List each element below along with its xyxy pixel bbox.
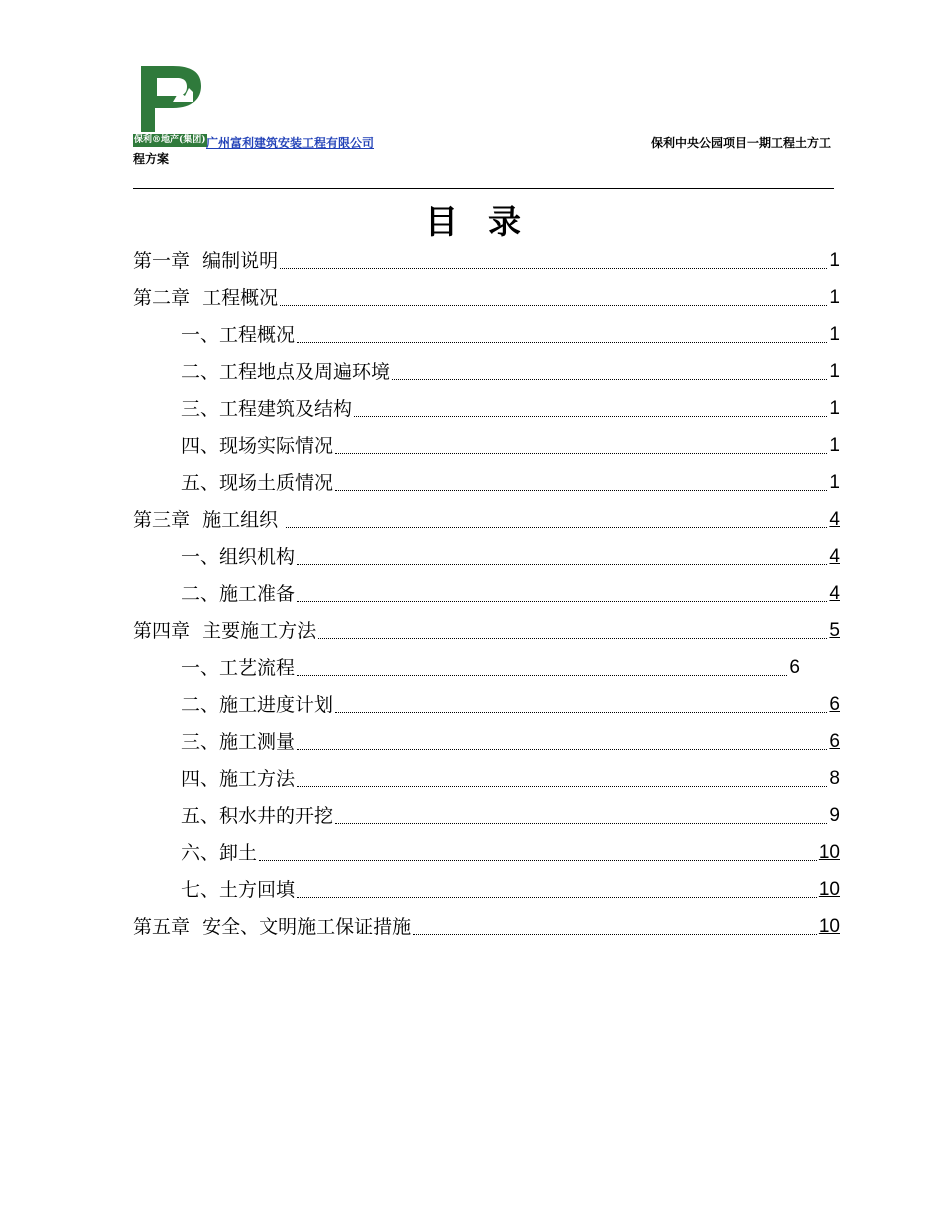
toc-entry-page: 1 <box>829 287 840 308</box>
toc-entry[interactable] <box>133 422 840 459</box>
toc-entry-page: 1 <box>829 398 840 419</box>
toc-dot-leader <box>335 712 827 713</box>
toc-entry[interactable] <box>133 348 840 385</box>
toc-entry-label: 第三章 施工组织 <box>133 509 285 531</box>
toc-entry-page: 6 <box>789 657 800 678</box>
toc-dot-leader <box>280 305 827 306</box>
toc-entry-page: 1 <box>829 250 840 271</box>
toc-entry-page: 1 <box>829 361 840 382</box>
toc-entry-page: 1 <box>829 435 840 456</box>
toc-entry[interactable] <box>133 866 840 903</box>
toc-dot-leader <box>318 638 827 639</box>
toc-dot-leader <box>392 379 827 380</box>
toc-dot-leader <box>335 490 827 491</box>
toc-dot-leader <box>297 897 817 898</box>
toc-entry[interactable] <box>133 496 840 533</box>
project-title-line1: 保利中央公园项目一期工程土方工 <box>650 136 831 150</box>
toc-entry-page: 4 <box>829 509 840 530</box>
toc-entry-label: 一、工艺流程 <box>181 657 296 679</box>
toc-entry-page: 5 <box>829 620 840 641</box>
toc-entry-label: 第四章 主要施工方法 <box>133 620 317 642</box>
toc-entry[interactable] <box>133 274 840 311</box>
toc-dot-leader <box>286 527 827 528</box>
toc-title: 目录 <box>425 202 551 241</box>
toc-entry-page: 4 <box>829 546 840 567</box>
header-divider <box>133 188 834 189</box>
toc-entry-page: 10 <box>818 842 840 863</box>
toc-dot-leader <box>354 416 827 417</box>
toc-entry[interactable] <box>133 792 840 829</box>
company-link[interactable]: 广州富利建筑安装工程有限公司 <box>206 136 375 150</box>
toc-entry-label: 第五章 安全、文明施工保证措施 <box>133 916 412 938</box>
toc-dot-leader <box>297 601 827 602</box>
toc-entry-label: 六、卸土 <box>181 842 258 864</box>
toc-entry-label: 第二章 工程概况 <box>133 287 279 309</box>
toc-dot-leader <box>259 860 817 861</box>
logo-wordmark: 保利®地产(集团) <box>134 135 206 145</box>
toc-entry-page: 8 <box>829 768 840 789</box>
toc-entry[interactable] <box>133 570 840 607</box>
toc-entry[interactable] <box>133 459 840 496</box>
toc-entry-label: 一、工程概况 <box>181 324 296 346</box>
page-header <box>133 62 833 192</box>
toc-entry-label: 七、土方回填 <box>181 879 296 901</box>
toc-entry-label: 一、组织机构 <box>181 546 296 568</box>
toc-dot-leader <box>297 342 827 343</box>
toc-entry[interactable] <box>133 718 840 755</box>
toc-entry[interactable] <box>133 644 840 681</box>
toc-entry-page: 6 <box>829 731 840 752</box>
toc-entry-page: 1 <box>829 324 840 345</box>
toc-entry[interactable] <box>133 681 840 718</box>
toc-entry[interactable] <box>133 903 840 940</box>
toc-entry[interactable] <box>133 311 840 348</box>
toc-dot-leader <box>297 675 787 676</box>
toc-entry[interactable] <box>133 237 840 274</box>
toc-entry-label: 四、现场实际情况 <box>181 435 334 457</box>
toc-dot-leader <box>297 749 827 750</box>
toc-dot-leader <box>335 453 827 454</box>
toc-entry-label: 五、现场土质情况 <box>181 472 334 494</box>
toc-entry-label: 五、积水井的开挖 <box>181 805 334 827</box>
toc-entry-page: 10 <box>818 916 840 937</box>
toc-entry-label: 二、工程地点及周遍环境 <box>181 361 391 383</box>
toc-dot-leader <box>297 786 827 787</box>
toc-dot-leader <box>280 268 827 269</box>
toc-entry-page: 6 <box>829 694 840 715</box>
toc-dot-leader <box>297 564 827 565</box>
toc-entry-page: 10 <box>818 879 840 900</box>
toc-entry-page: 9 <box>829 805 840 826</box>
toc-entry-label: 第一章 编制说明 <box>133 250 279 272</box>
toc-entry-label: 三、工程建筑及结构 <box>181 398 353 420</box>
toc-dot-leader <box>413 934 817 935</box>
table-of-contents <box>133 237 840 940</box>
toc-entry[interactable] <box>133 533 840 570</box>
toc-entry-label: 二、施工进度计划 <box>181 694 334 716</box>
toc-entry-page: 4 <box>829 583 840 604</box>
toc-entry-label: 二、施工准备 <box>181 583 296 605</box>
toc-entry[interactable] <box>133 829 840 866</box>
toc-dot-leader <box>335 823 827 824</box>
toc-entry[interactable] <box>133 607 840 644</box>
toc-entry-label: 四、施工方法 <box>181 768 296 790</box>
toc-entry-label: 三、施工测量 <box>181 731 296 753</box>
toc-entry-page: 1 <box>829 472 840 493</box>
toc-entry[interactable] <box>133 385 840 422</box>
toc-entry[interactable] <box>133 755 840 792</box>
project-title-line2: 程方案 <box>133 152 170 166</box>
